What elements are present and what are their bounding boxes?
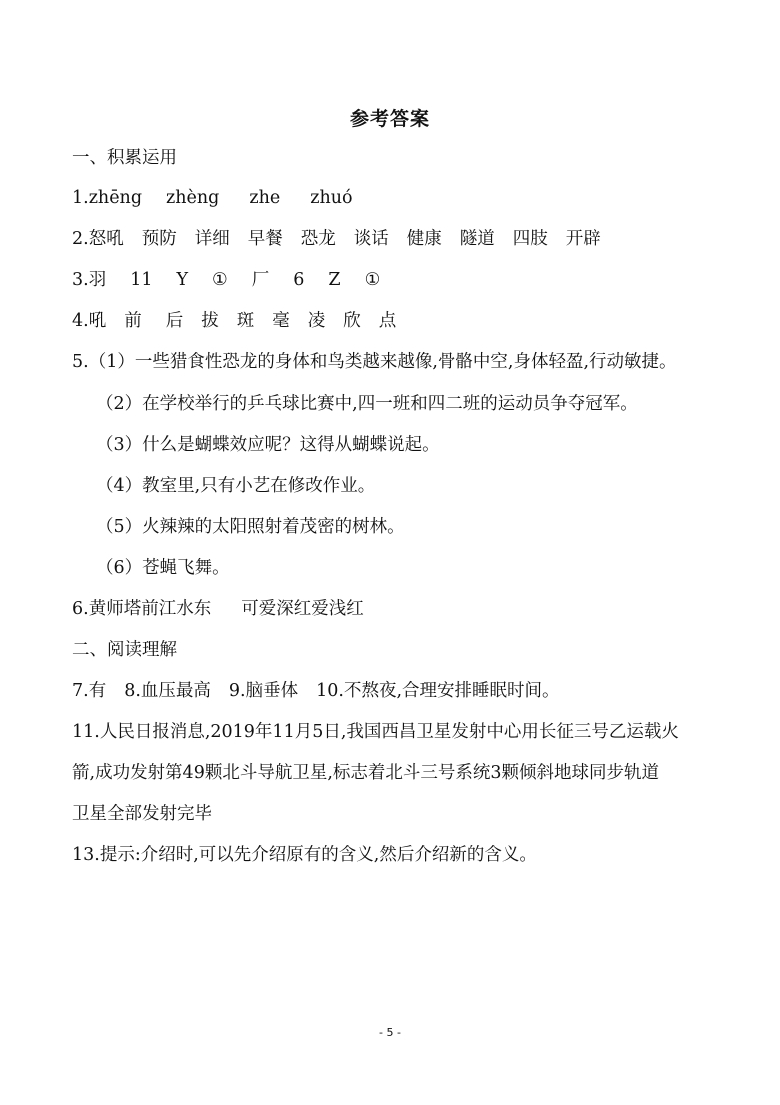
answer-3-item: ①: [212, 270, 228, 290]
answer-3-item: 厂: [251, 270, 270, 290]
answer-4-item: 点: [378, 311, 397, 331]
answer-4: [72, 309, 396, 333]
section-heading-2: 二、阅读理解: [72, 640, 177, 660]
answer-5-item: （4）教室里,只有小艺在修改作业。: [96, 476, 376, 496]
answer-4-item: 斑: [236, 311, 255, 331]
answer-5-item: （5）火辣辣的太阳照射着茂密的树林。: [96, 517, 405, 537]
section-heading-1: 一、积累运用: [72, 148, 177, 168]
answer-2-item: 隧道: [459, 229, 495, 249]
answer-1-item: zhèng: [166, 188, 220, 208]
answer-5-item: （6）苍蝇飞舞。: [96, 558, 230, 578]
answer-2-item: 预防: [141, 229, 177, 249]
answer-4-item: 凌: [307, 311, 326, 331]
answer-3-item: 11: [130, 270, 153, 290]
answer-3-item: 羽: [88, 270, 107, 290]
answer-5-item: （2）在学校举行的乒乓球比赛中,四一班和四二班的运动员争夺冠军。: [96, 394, 638, 414]
answer-6: [72, 597, 364, 621]
answer-4-item: 后: [165, 311, 184, 331]
answer-7: 7.有: [72, 681, 107, 701]
answer-2-item: 开辟: [565, 229, 601, 249]
answer-2: [72, 227, 601, 251]
answer-1: [72, 186, 353, 210]
answer-10: 10.不熬夜,合理安排睡眠时间。: [316, 681, 560, 701]
answer-6-item: 黄师塔前江水东: [88, 599, 212, 619]
answer-5-item: （1）一些猎食性恐龙的身体和鸟类越来越像,骨骼中空,身体轻盈,行动敏捷。: [88, 352, 677, 372]
page-title: 参考答案: [349, 108, 430, 130]
answer-13: 13.提示:介绍时,可以先介绍原有的含义,然后介绍新的含义。: [72, 845, 537, 865]
answer-2-number: 2.: [72, 229, 89, 249]
answer-3-item: Y: [176, 270, 189, 290]
answer-2-item: 怒吼: [88, 229, 124, 249]
answer-9: 9.脑垂体: [228, 681, 299, 701]
answer-11-line-1: 11.人民日报消息,2019年11月5日,我国西昌卫星发射中心用长征三号乙运载火: [72, 722, 679, 742]
answer-11-line-2: 箭,成功发射第49颗北斗导航卫星,标志着北斗三号系统3颗倾斜地球同步轨道: [72, 763, 660, 783]
answer-1-item: zhe: [249, 188, 281, 208]
answer-3-item: 6: [293, 270, 305, 290]
answer-3-number: 3.: [72, 270, 89, 290]
answer-6-item: 可爱深红爱浅红: [241, 599, 364, 619]
answer-3: [72, 268, 380, 292]
answer-2-item: 详细: [194, 229, 230, 249]
answer-2-item: 四肢: [512, 229, 548, 249]
answer-2-item: 谈话: [353, 229, 389, 249]
page-number: - 5 -: [379, 1026, 401, 1039]
answer-11-line-3: 卫星全部发射完毕: [72, 804, 212, 824]
answer-4-item: 拔: [201, 311, 219, 331]
answer-2-item: 健康: [406, 229, 442, 249]
answer-4-item: 吼: [88, 311, 107, 331]
answer-5-line-1: [72, 350, 677, 374]
answer-2-item: 早餐: [247, 229, 283, 249]
answer-5-number: 5.: [72, 352, 89, 372]
answer-4-number: 4.: [72, 311, 89, 331]
answer-1-number: 1.: [72, 188, 89, 208]
answer-6-number: 6.: [72, 599, 89, 619]
answer-1-item: zhēng: [88, 188, 143, 208]
answer-3-item: Z: [328, 270, 341, 290]
answer-4-item: 前: [124, 311, 142, 331]
answer-3-item: ①: [364, 270, 381, 290]
answer-4-item: 欣: [343, 311, 361, 331]
answer-7-10: [72, 679, 560, 703]
answer-4-item: 毫: [272, 311, 290, 331]
answer-1-item: zhuó: [310, 188, 353, 208]
answer-5-item: （3）什么是蝴蝶效应呢？这得从蝴蝶说起。: [96, 435, 440, 455]
answer-2-item: 恐龙: [300, 229, 336, 249]
answer-8: 8.血压最高: [124, 681, 211, 701]
